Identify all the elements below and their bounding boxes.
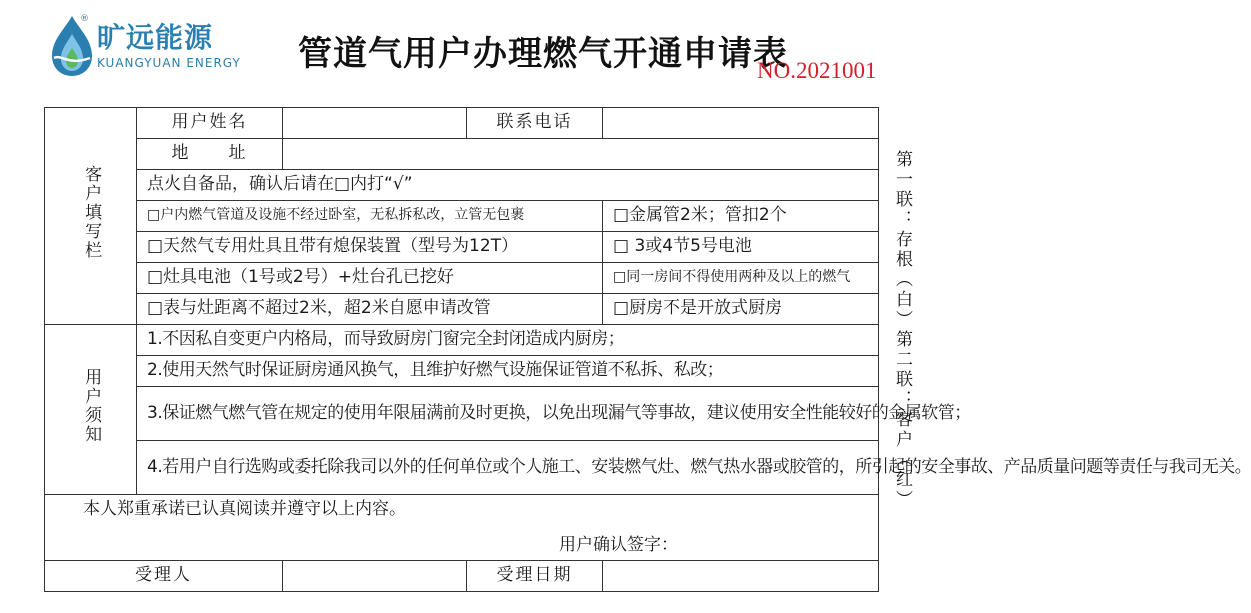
copies-note: 第一联：存根（白）第二联：客户（红） xyxy=(892,150,912,510)
notice-section-label: 用户须知 xyxy=(45,325,137,495)
signature-label[interactable]: 用户确认签字： xyxy=(559,534,678,555)
checklist-item[interactable]: □厨房不是开放式厨房 xyxy=(603,294,879,325)
phone-field[interactable] xyxy=(603,108,879,139)
checklist-item[interactable]: □天然气专用灶具且带有熄保装置（型号为12T） xyxy=(137,232,603,263)
checklist-item[interactable]: □金属管2米；管扣2个 xyxy=(603,201,879,232)
notice-item: 2.使用天然气时保证厨房通风换气，且维护好燃气设施保证管道不私拆、私改； xyxy=(137,356,879,387)
check-instruction: 点火自备品，确认后请在□内打“√” xyxy=(137,170,879,201)
checklist-row xyxy=(45,263,879,294)
trademark-symbol: ® xyxy=(80,14,89,24)
checklist-item[interactable]: □表与灶距离不超过2米，超2米自愿申请改管 xyxy=(137,294,603,325)
brand-name-en: KUANGYUAN ENERGY xyxy=(97,56,241,70)
checklist-row xyxy=(45,232,879,263)
checklist-row xyxy=(45,201,879,232)
serial-number: NO.2021001 xyxy=(757,58,877,83)
commitment-text: 本人郑重承诺已认真阅读并遵守以上内容。 xyxy=(83,499,406,520)
brand-name-cn: 旷远能源 xyxy=(97,21,214,54)
form-title: 管道气用户办理燃气开通申请表 xyxy=(298,34,788,74)
checklist-row xyxy=(45,294,879,325)
checklist-item[interactable]: □户内燃气管道及设施不经过卧室，无私拆私改，立管无包裹 xyxy=(137,201,603,232)
notice-item: 4.若用户自行选购或委托除我司以外的任何单位或个人施工、安装燃气灶、燃气热水器或胶管的，所引起的安全事故、产品质量问题等责任与我司无关。 xyxy=(137,441,879,495)
date-field[interactable] xyxy=(603,561,879,592)
name-field[interactable] xyxy=(283,108,467,139)
commitment-cell xyxy=(45,495,879,561)
address-field[interactable] xyxy=(283,139,879,170)
footer-row xyxy=(45,561,879,592)
notice-row xyxy=(45,325,879,356)
notice-item: 1.不因私自变更户内格局，而导致厨房门窗完全封闭造成内厨房； xyxy=(137,325,879,356)
customer-section-label: 客户填写栏 xyxy=(45,108,137,325)
instruction-row xyxy=(45,170,879,201)
notice-item: 3.保证燃气燃气管在规定的使用年限届满前及时更换，以免出现漏气等事故，建议使用安全性能较好的金属软管； xyxy=(137,387,879,441)
notice-row xyxy=(45,387,879,441)
notice-row xyxy=(45,441,879,495)
name-phone-row xyxy=(45,108,879,139)
handler-field[interactable] xyxy=(283,561,467,592)
commitment-row xyxy=(45,495,879,561)
handler-label: 受理人 xyxy=(45,561,283,592)
date-label: 受理日期 xyxy=(467,561,603,592)
address-label: 地 址 xyxy=(137,139,283,170)
address-row xyxy=(45,139,879,170)
company-logo xyxy=(50,14,250,82)
name-label: 用户姓名 xyxy=(137,108,283,139)
checklist-item[interactable]: □灶具电池（1号或2号）+灶台孔已挖好 xyxy=(137,263,603,294)
notice-row xyxy=(45,356,879,387)
phone-label: 联系电话 xyxy=(467,108,603,139)
checklist-item[interactable]: □ 3或4节5号电池 xyxy=(603,232,879,263)
checklist-item[interactable]: □同一房间不得使用两种及以上的燃气 xyxy=(603,263,879,294)
